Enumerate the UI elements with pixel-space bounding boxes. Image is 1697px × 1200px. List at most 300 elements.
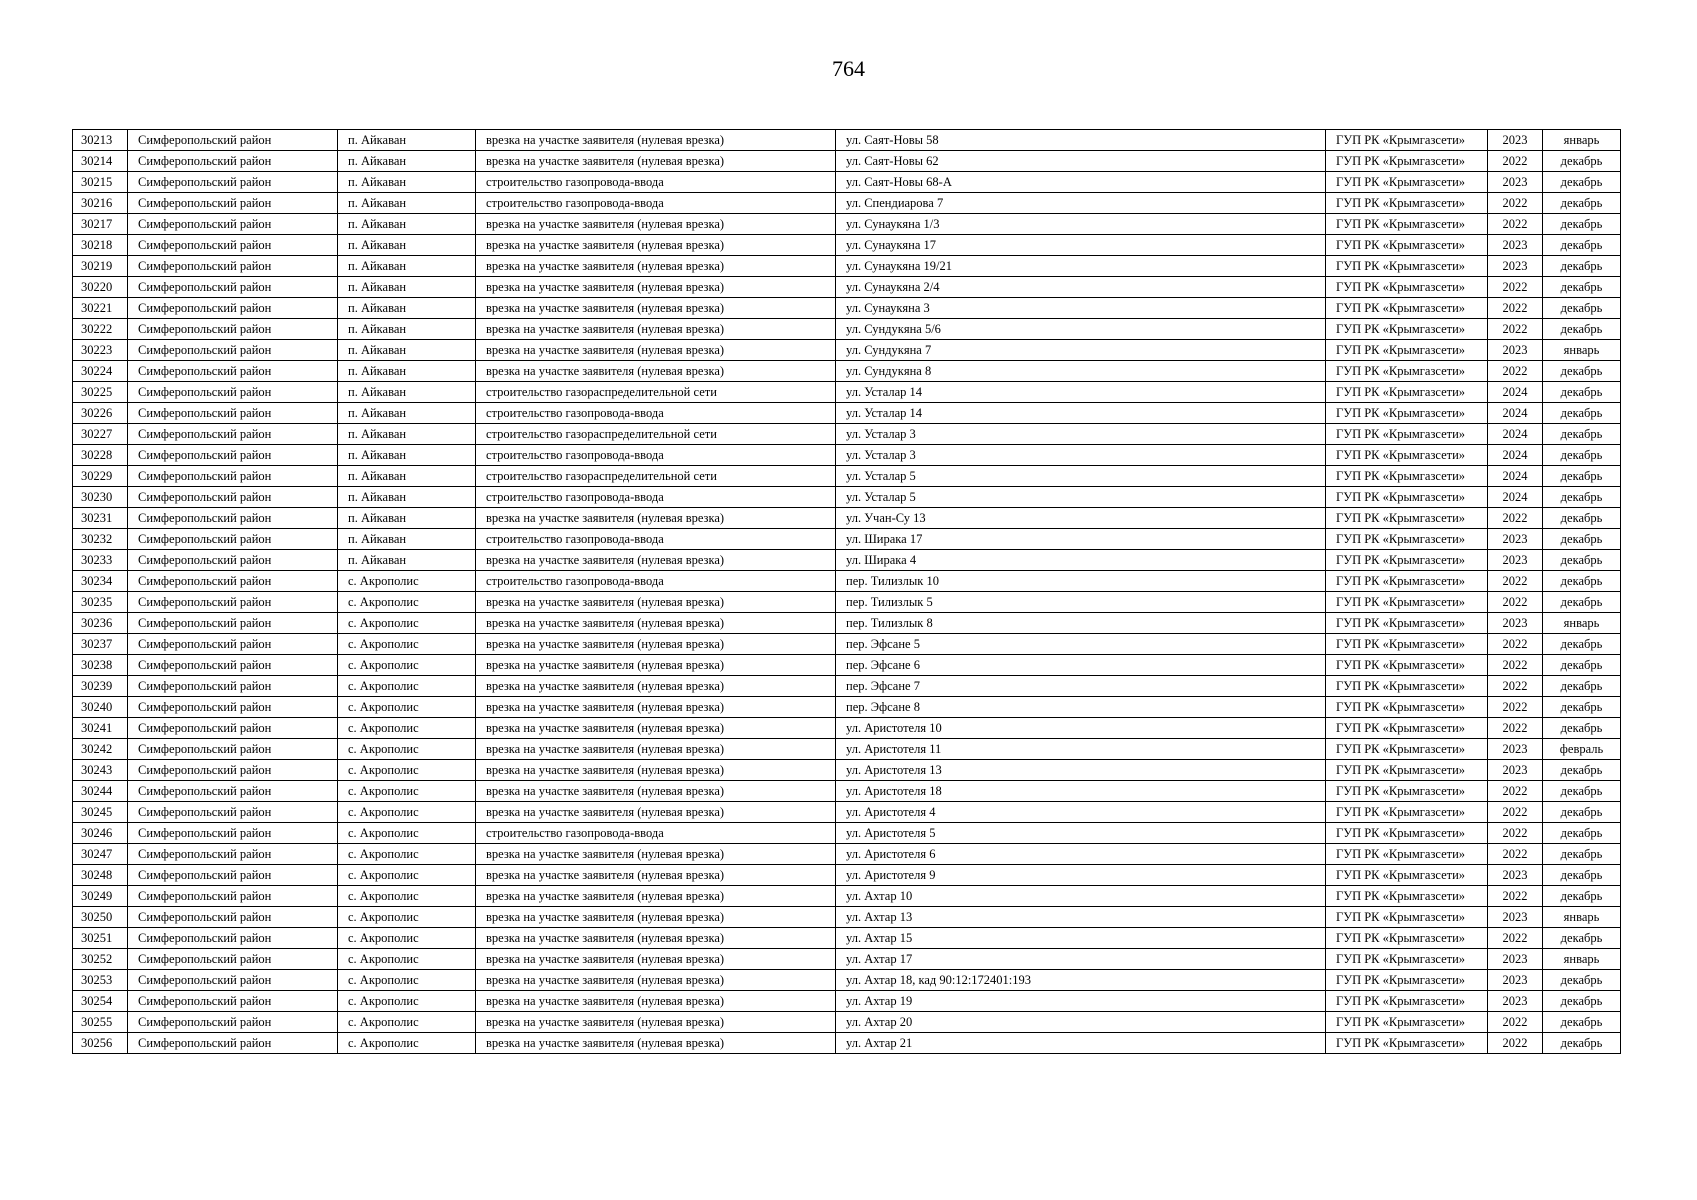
work-type-cell: врезка на участке заявителя (нулевая врезка) [476, 340, 836, 361]
district-cell: Симферопольский район [128, 424, 338, 445]
record-number-cell: 30244 [73, 781, 128, 802]
settlement-cell: с. Акрополис [338, 844, 476, 865]
settlement-cell: п. Айкаван [338, 529, 476, 550]
table-row [73, 970, 1621, 991]
record-number-cell: 30256 [73, 1033, 128, 1054]
year-cell: 2022 [1488, 802, 1543, 823]
work-type-cell: врезка на участке заявителя (нулевая врезка) [476, 907, 836, 928]
month-cell: декабрь [1543, 760, 1621, 781]
table-row [73, 466, 1621, 487]
month-cell: декабрь [1543, 676, 1621, 697]
organization-cell: ГУП РК «Крымгазсети» [1326, 718, 1488, 739]
district-cell: Симферопольский район [128, 760, 338, 781]
district-cell: Симферопольский район [128, 445, 338, 466]
organization-cell: ГУП РК «Крымгазсети» [1326, 844, 1488, 865]
month-cell: декабрь [1543, 277, 1621, 298]
organization-cell: ГУП РК «Крымгазсети» [1326, 256, 1488, 277]
year-cell: 2023 [1488, 865, 1543, 886]
district-cell: Симферопольский район [128, 256, 338, 277]
month-cell: декабрь [1543, 697, 1621, 718]
district-cell: Симферопольский район [128, 277, 338, 298]
table-row [73, 151, 1621, 172]
table-row [73, 928, 1621, 949]
year-cell: 2022 [1488, 319, 1543, 340]
month-cell: январь [1543, 613, 1621, 634]
district-cell: Симферопольский район [128, 823, 338, 844]
table-row [73, 634, 1621, 655]
address-cell: пер. Эфсане 7 [836, 676, 1326, 697]
work-type-cell: врезка на участке заявителя (нулевая врезка) [476, 508, 836, 529]
organization-cell: ГУП РК «Крымгазсети» [1326, 550, 1488, 571]
month-cell: январь [1543, 907, 1621, 928]
record-number-cell: 30231 [73, 508, 128, 529]
year-cell: 2022 [1488, 844, 1543, 865]
year-cell: 2023 [1488, 760, 1543, 781]
record-number-cell: 30219 [73, 256, 128, 277]
work-type-cell: врезка на участке заявителя (нулевая врезка) [476, 235, 836, 256]
district-cell: Симферопольский район [128, 361, 338, 382]
address-cell: ул. Ахтар 15 [836, 928, 1326, 949]
month-cell: декабрь [1543, 592, 1621, 613]
record-number-cell: 30239 [73, 676, 128, 697]
year-cell: 2022 [1488, 277, 1543, 298]
address-cell: ул. Аристотеля 18 [836, 781, 1326, 802]
address-cell: пер. Тилизлык 10 [836, 571, 1326, 592]
record-number-cell: 30222 [73, 319, 128, 340]
record-number-cell: 30246 [73, 823, 128, 844]
year-cell: 2023 [1488, 991, 1543, 1012]
record-number-cell: 30242 [73, 739, 128, 760]
district-cell: Симферопольский район [128, 340, 338, 361]
organization-cell: ГУП РК «Крымгазсети» [1326, 445, 1488, 466]
district-cell: Симферопольский район [128, 298, 338, 319]
work-type-cell: строительство газопровода-ввода [476, 445, 836, 466]
record-number-cell: 30241 [73, 718, 128, 739]
address-cell: ул. Ахтар 21 [836, 1033, 1326, 1054]
work-type-cell: врезка на участке заявителя (нулевая врезка) [476, 214, 836, 235]
organization-cell: ГУП РК «Крымгазсети» [1326, 739, 1488, 760]
table-row [73, 781, 1621, 802]
organization-cell: ГУП РК «Крымгазсети» [1326, 991, 1488, 1012]
organization-cell: ГУП РК «Крымгазсети» [1326, 592, 1488, 613]
month-cell: декабрь [1543, 193, 1621, 214]
address-cell: ул. Сунаукяна 3 [836, 298, 1326, 319]
month-cell: декабрь [1543, 970, 1621, 991]
month-cell: декабрь [1543, 634, 1621, 655]
address-cell: ул. Саят-Новы 62 [836, 151, 1326, 172]
district-cell: Симферопольский район [128, 1012, 338, 1033]
table-row [73, 991, 1621, 1012]
district-cell: Симферопольский район [128, 844, 338, 865]
settlement-cell: п. Айкаван [338, 424, 476, 445]
year-cell: 2022 [1488, 634, 1543, 655]
settlement-cell: с. Акрополис [338, 928, 476, 949]
address-cell: ул. Аристотеля 9 [836, 865, 1326, 886]
work-type-cell: врезка на участке заявителя (нулевая врезка) [476, 802, 836, 823]
year-cell: 2022 [1488, 697, 1543, 718]
settlement-cell: с. Акрополис [338, 718, 476, 739]
organization-cell: ГУП РК «Крымгазсети» [1326, 424, 1488, 445]
settlement-cell: с. Акрополис [338, 949, 476, 970]
address-cell: пер. Тилизлык 8 [836, 613, 1326, 634]
table-row [73, 235, 1621, 256]
record-number-cell: 30235 [73, 592, 128, 613]
district-cell: Симферопольский район [128, 529, 338, 550]
organization-cell: ГУП РК «Крымгазсети» [1326, 361, 1488, 382]
month-cell: декабрь [1543, 928, 1621, 949]
record-number-cell: 30247 [73, 844, 128, 865]
table-row [73, 487, 1621, 508]
year-cell: 2023 [1488, 949, 1543, 970]
settlement-cell: п. Айкаван [338, 361, 476, 382]
record-number-cell: 30249 [73, 886, 128, 907]
district-cell: Симферопольский район [128, 865, 338, 886]
year-cell: 2023 [1488, 235, 1543, 256]
organization-cell: ГУП РК «Крымгазсети» [1326, 655, 1488, 676]
settlement-cell: п. Айкаван [338, 319, 476, 340]
month-cell: декабрь [1543, 256, 1621, 277]
settlement-cell: п. Айкаван [338, 214, 476, 235]
settlement-cell: с. Акрополис [338, 823, 476, 844]
year-cell: 2022 [1488, 298, 1543, 319]
work-type-cell: врезка на участке заявителя (нулевая врезка) [476, 550, 836, 571]
work-type-cell: врезка на участке заявителя (нулевая врезка) [476, 256, 836, 277]
record-number-cell: 30248 [73, 865, 128, 886]
work-type-cell: врезка на участке заявителя (нулевая врезка) [476, 592, 836, 613]
work-type-cell: врезка на участке заявителя (нулевая врезка) [476, 676, 836, 697]
organization-cell: ГУП РК «Крымгазсети» [1326, 802, 1488, 823]
year-cell: 2024 [1488, 466, 1543, 487]
address-cell: ул. Усталар 14 [836, 403, 1326, 424]
address-cell: ул. Аристотеля 10 [836, 718, 1326, 739]
address-cell: ул. Ахтар 18, кад 90:12:172401:193 [836, 970, 1326, 991]
address-cell: ул. Учан-Су 13 [836, 508, 1326, 529]
address-cell: ул. Аристотеля 5 [836, 823, 1326, 844]
work-type-cell: врезка на участке заявителя (нулевая врезка) [476, 949, 836, 970]
table-row [73, 655, 1621, 676]
organization-cell: ГУП РК «Крымгазсети» [1326, 571, 1488, 592]
organization-cell: ГУП РК «Крымгазсети» [1326, 487, 1488, 508]
settlement-cell: с. Акрополис [338, 886, 476, 907]
table-row [73, 697, 1621, 718]
address-cell: ул. Аристотеля 11 [836, 739, 1326, 760]
work-type-cell: строительство газораспределительной сети [476, 424, 836, 445]
record-number-cell: 30234 [73, 571, 128, 592]
work-type-cell: врезка на участке заявителя (нулевая врезка) [476, 760, 836, 781]
year-cell: 2023 [1488, 529, 1543, 550]
organization-cell: ГУП РК «Крымгазсети» [1326, 130, 1488, 151]
settlement-cell: с. Акрополис [338, 760, 476, 781]
table-row [73, 361, 1621, 382]
table-row [73, 907, 1621, 928]
organization-cell: ГУП РК «Крымгазсети» [1326, 1012, 1488, 1033]
record-number-cell: 30230 [73, 487, 128, 508]
organization-cell: ГУП РК «Крымгазсети» [1326, 508, 1488, 529]
record-number-cell: 30218 [73, 235, 128, 256]
district-cell: Симферопольский район [128, 718, 338, 739]
month-cell: декабрь [1543, 319, 1621, 340]
address-cell: ул. Саят-Новы 68-А [836, 172, 1326, 193]
work-type-cell: строительство газопровода-ввода [476, 487, 836, 508]
year-cell: 2022 [1488, 928, 1543, 949]
year-cell: 2023 [1488, 970, 1543, 991]
record-number-cell: 30232 [73, 529, 128, 550]
address-cell: ул. Сунаукяна 1/3 [836, 214, 1326, 235]
month-cell: декабрь [1543, 298, 1621, 319]
district-cell: Симферопольский район [128, 550, 338, 571]
year-cell: 2022 [1488, 781, 1543, 802]
year-cell: 2022 [1488, 571, 1543, 592]
settlement-cell: п. Айкаван [338, 466, 476, 487]
settlement-cell: п. Айкаван [338, 298, 476, 319]
work-type-cell: врезка на участке заявителя (нулевая врезка) [476, 718, 836, 739]
address-cell: ул. Ахтар 20 [836, 1012, 1326, 1033]
registry-rows [73, 130, 1621, 1054]
month-cell: декабрь [1543, 781, 1621, 802]
year-cell: 2023 [1488, 256, 1543, 277]
table-row [73, 739, 1621, 760]
district-cell: Симферопольский район [128, 949, 338, 970]
organization-cell: ГУП РК «Крымгазсети» [1326, 676, 1488, 697]
record-number-cell: 30251 [73, 928, 128, 949]
record-number-cell: 30255 [73, 1012, 128, 1033]
address-cell: ул. Саят-Новы 58 [836, 130, 1326, 151]
district-cell: Симферопольский район [128, 193, 338, 214]
year-cell: 2024 [1488, 424, 1543, 445]
table-row [73, 949, 1621, 970]
organization-cell: ГУП РК «Крымгазсети» [1326, 403, 1488, 424]
record-number-cell: 30224 [73, 361, 128, 382]
record-number-cell: 30221 [73, 298, 128, 319]
district-cell: Симферопольский район [128, 970, 338, 991]
month-cell: декабрь [1543, 529, 1621, 550]
month-cell: декабрь [1543, 865, 1621, 886]
settlement-cell: с. Акрополис [338, 991, 476, 1012]
table-row [73, 676, 1621, 697]
district-cell: Симферопольский район [128, 571, 338, 592]
settlement-cell: п. Айкаван [338, 508, 476, 529]
organization-cell: ГУП РК «Крымгазсети» [1326, 823, 1488, 844]
district-cell: Симферопольский район [128, 130, 338, 151]
district-cell: Симферопольский район [128, 508, 338, 529]
address-cell: ул. Сундукяна 7 [836, 340, 1326, 361]
settlement-cell: п. Айкаван [338, 172, 476, 193]
month-cell: декабрь [1543, 214, 1621, 235]
record-number-cell: 30237 [73, 634, 128, 655]
organization-cell: ГУП РК «Крымгазсети» [1326, 613, 1488, 634]
organization-cell: ГУП РК «Крымгазсети» [1326, 340, 1488, 361]
district-cell: Симферопольский район [128, 592, 338, 613]
month-cell: декабрь [1543, 151, 1621, 172]
work-type-cell: строительство газопровода-ввода [476, 172, 836, 193]
month-cell: декабрь [1543, 466, 1621, 487]
settlement-cell: п. Айкаван [338, 277, 476, 298]
table-row [73, 550, 1621, 571]
month-cell: январь [1543, 340, 1621, 361]
table-row [73, 277, 1621, 298]
work-type-cell: врезка на участке заявителя (нулевая врезка) [476, 781, 836, 802]
settlement-cell: с. Акрополис [338, 802, 476, 823]
district-cell: Симферопольский район [128, 214, 338, 235]
settlement-cell: с. Акрополис [338, 697, 476, 718]
record-number-cell: 30252 [73, 949, 128, 970]
organization-cell: ГУП РК «Крымгазсети» [1326, 634, 1488, 655]
address-cell: пер. Тилизлык 5 [836, 592, 1326, 613]
address-cell: ул. Сундукяна 8 [836, 361, 1326, 382]
address-cell: ул. Ахтар 19 [836, 991, 1326, 1012]
month-cell: февраль [1543, 739, 1621, 760]
work-type-cell: врезка на участке заявителя (нулевая врезка) [476, 655, 836, 676]
settlement-cell: с. Акрополис [338, 592, 476, 613]
year-cell: 2022 [1488, 886, 1543, 907]
organization-cell: ГУП РК «Крымгазсети» [1326, 697, 1488, 718]
settlement-cell: с. Акрополис [338, 613, 476, 634]
year-cell: 2023 [1488, 340, 1543, 361]
work-type-cell: врезка на участке заявителя (нулевая врезка) [476, 991, 836, 1012]
settlement-cell: с. Акрополис [338, 655, 476, 676]
table-row [73, 823, 1621, 844]
address-cell: ул. Усталар 3 [836, 424, 1326, 445]
district-cell: Симферопольский район [128, 634, 338, 655]
table-row [73, 298, 1621, 319]
address-cell: ул. Сундукяна 5/6 [836, 319, 1326, 340]
work-type-cell: врезка на участке заявителя (нулевая врезка) [476, 298, 836, 319]
record-number-cell: 30226 [73, 403, 128, 424]
address-cell: ул. Усталар 5 [836, 466, 1326, 487]
organization-cell: ГУП РК «Крымгазсети» [1326, 466, 1488, 487]
work-type-cell: врезка на участке заявителя (нулевая врезка) [476, 844, 836, 865]
address-cell: ул. Ахтар 13 [836, 907, 1326, 928]
year-cell: 2022 [1488, 151, 1543, 172]
address-cell: ул. Аристотеля 13 [836, 760, 1326, 781]
work-type-cell: врезка на участке заявителя (нулевая врезка) [476, 697, 836, 718]
district-cell: Симферопольский район [128, 676, 338, 697]
settlement-cell: п. Айкаван [338, 382, 476, 403]
record-number-cell: 30225 [73, 382, 128, 403]
year-cell: 2022 [1488, 1012, 1543, 1033]
year-cell: 2023 [1488, 739, 1543, 760]
year-cell: 2023 [1488, 613, 1543, 634]
month-cell: декабрь [1543, 886, 1621, 907]
district-cell: Симферопольский район [128, 655, 338, 676]
organization-cell: ГУП РК «Крымгазсети» [1326, 277, 1488, 298]
table-row [73, 844, 1621, 865]
year-cell: 2022 [1488, 676, 1543, 697]
settlement-cell: п. Айкаван [338, 256, 476, 277]
settlement-cell: с. Акрополис [338, 634, 476, 655]
district-cell: Симферопольский район [128, 697, 338, 718]
settlement-cell: с. Акрополис [338, 571, 476, 592]
settlement-cell: п. Айкаван [338, 235, 476, 256]
address-cell: ул. Аристотеля 4 [836, 802, 1326, 823]
settlement-cell: п. Айкаван [338, 550, 476, 571]
table-row [73, 193, 1621, 214]
settlement-cell: п. Айкаван [338, 151, 476, 172]
year-cell: 2022 [1488, 361, 1543, 382]
address-cell: ул. Усталар 14 [836, 382, 1326, 403]
table-row [73, 130, 1621, 151]
year-cell: 2022 [1488, 823, 1543, 844]
district-cell: Симферопольский район [128, 319, 338, 340]
settlement-cell: с. Акрополис [338, 1033, 476, 1054]
year-cell: 2024 [1488, 403, 1543, 424]
organization-cell: ГУП РК «Крымгазсети» [1326, 319, 1488, 340]
month-cell: декабрь [1543, 1012, 1621, 1033]
year-cell: 2022 [1488, 718, 1543, 739]
record-number-cell: 30227 [73, 424, 128, 445]
organization-cell: ГУП РК «Крымгазсети» [1326, 760, 1488, 781]
table-row [73, 886, 1621, 907]
district-cell: Симферопольский район [128, 907, 338, 928]
record-number-cell: 30250 [73, 907, 128, 928]
district-cell: Симферопольский район [128, 403, 338, 424]
year-cell: 2022 [1488, 592, 1543, 613]
address-cell: ул. Ахтар 10 [836, 886, 1326, 907]
table-row [73, 424, 1621, 445]
work-type-cell: строительство газопровода-ввода [476, 403, 836, 424]
address-cell: ул. Аристотеля 6 [836, 844, 1326, 865]
record-number-cell: 30253 [73, 970, 128, 991]
table-row [73, 445, 1621, 466]
record-number-cell: 30228 [73, 445, 128, 466]
year-cell: 2023 [1488, 130, 1543, 151]
district-cell: Симферопольский район [128, 382, 338, 403]
page-number: 764 [832, 56, 865, 81]
table-row [73, 172, 1621, 193]
settlement-cell: п. Айкаван [338, 130, 476, 151]
year-cell: 2024 [1488, 382, 1543, 403]
month-cell: декабрь [1543, 487, 1621, 508]
work-type-cell: врезка на участке заявителя (нулевая врезка) [476, 1033, 836, 1054]
district-cell: Симферопольский район [128, 991, 338, 1012]
month-cell: декабрь [1543, 361, 1621, 382]
year-cell: 2022 [1488, 655, 1543, 676]
address-cell: ул. Сунаукяна 17 [836, 235, 1326, 256]
work-type-cell: врезка на участке заявителя (нулевая врезка) [476, 865, 836, 886]
record-number-cell: 30216 [73, 193, 128, 214]
month-cell: декабрь [1543, 823, 1621, 844]
record-number-cell: 30215 [73, 172, 128, 193]
settlement-cell: с. Акрополис [338, 676, 476, 697]
district-cell: Симферопольский район [128, 151, 338, 172]
month-cell: декабрь [1543, 718, 1621, 739]
district-cell: Симферопольский район [128, 172, 338, 193]
settlement-cell: с. Акрополис [338, 865, 476, 886]
record-number-cell: 30213 [73, 130, 128, 151]
work-type-cell: строительство газопровода-ввода [476, 571, 836, 592]
month-cell: декабрь [1543, 172, 1621, 193]
record-number-cell: 30240 [73, 697, 128, 718]
district-cell: Симферопольский район [128, 739, 338, 760]
month-cell: январь [1543, 949, 1621, 970]
table-row [73, 214, 1621, 235]
organization-cell: ГУП РК «Крымгазсети» [1326, 928, 1488, 949]
work-type-cell: строительство газопровода-ввода [476, 193, 836, 214]
work-type-cell: врезка на участке заявителя (нулевая врезка) [476, 277, 836, 298]
table-row [73, 760, 1621, 781]
work-type-cell: строительство газораспределительной сети [476, 466, 836, 487]
work-type-cell: врезка на участке заявителя (нулевая врезка) [476, 151, 836, 172]
settlement-cell: п. Айкаван [338, 487, 476, 508]
month-cell: декабрь [1543, 844, 1621, 865]
year-cell: 2024 [1488, 445, 1543, 466]
settlement-cell: с. Акрополис [338, 970, 476, 991]
table-row [73, 571, 1621, 592]
work-type-cell: врезка на участке заявителя (нулевая врезка) [476, 1012, 836, 1033]
year-cell: 2022 [1488, 193, 1543, 214]
record-number-cell: 30243 [73, 760, 128, 781]
district-cell: Симферопольский район [128, 466, 338, 487]
